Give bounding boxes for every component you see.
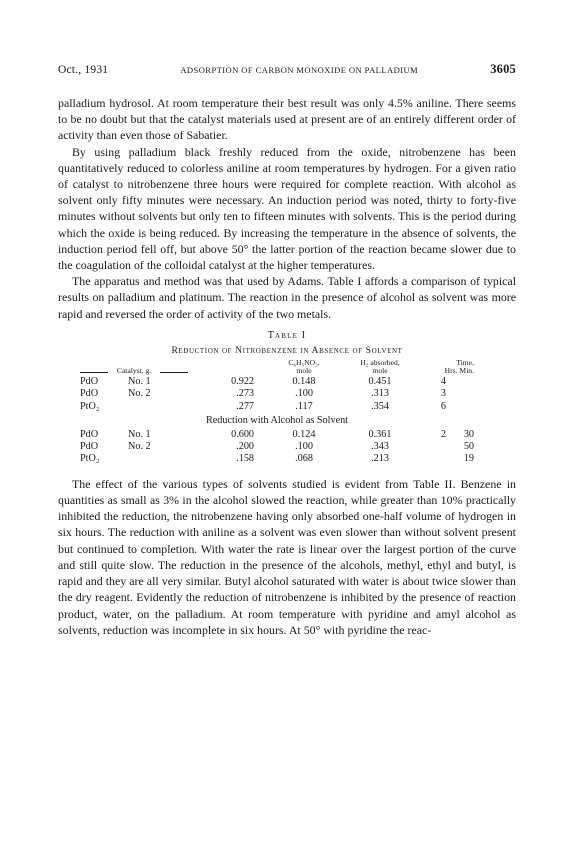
cell-hr: 3: [440, 388, 446, 400]
cell-h2: 0.451: [368, 376, 392, 388]
header-catalyst: Catalyst, g.: [80, 359, 188, 376]
page-number: 3605: [490, 62, 516, 76]
header-time: Time, Hrs. Min.: [444, 357, 474, 376]
cell-hr: 2: [440, 428, 446, 440]
cell-nit: .100: [295, 388, 313, 400]
cell-mn: [446, 376, 474, 388]
cell-nit: .100: [295, 441, 313, 453]
cell-mn: 30: [463, 428, 474, 440]
cell-mn: [446, 388, 474, 400]
paper-page: [58, 62, 516, 638]
table-subcaption: Reduction with Alcohol as Solvent: [205, 415, 349, 427]
cell-hr: 6: [440, 400, 446, 412]
cell-cat: PtO₂: [80, 400, 100, 412]
cell-hr: 4: [440, 376, 446, 388]
header-title: ADSORPTION OF CARBON MONOXIDE ON PALLADIUM: [180, 65, 419, 75]
cell-cat: PdO: [80, 376, 99, 388]
cell-nit: .117: [295, 400, 313, 412]
cell-h2: .213: [371, 453, 389, 465]
cell-no: No. 1: [128, 428, 151, 440]
cell-h2: 0.361: [368, 428, 392, 440]
header-h2-absorbed: H₂ absorbed, mole: [360, 357, 400, 376]
cell-no: No. 1: [128, 376, 151, 388]
cell-nit: 0.148: [292, 376, 316, 388]
table-row: [80, 441, 474, 453]
cell-h2: .313: [371, 388, 389, 400]
table-row: [80, 453, 474, 465]
paragraph-3: The apparatus and method was that used by Adams. Table I affords a comparison of typical results on palladium and platinum. The reaction in the presence of alcohol as solvent was more rapid and reversed the order of activity of the two metals.: [58, 274, 516, 321]
cell-mn: 19: [463, 453, 474, 465]
paragraph-2: By using palladium black freshly reduced from the oxide, nitrobenzene has been quantitatively reduced to colorless aniline at room temperatures by hydrogen. For a given ratio of catalyst to nitrobenzene three hours were required for complete reaction. With alcohol as solvent only fifty minutes were necessary. An induction period was noted, thirty to forty-five minutes without solvents but only ten to fifteen minutes with solvents. This is the period during which the oxide is being reduced. By increasing the temperature in the absence of solvents, the induction period fell off, but above 50° the latter portion of the reaction became slower due to the coagulation of the colloidal catalyst at the higher temperatures.: [58, 144, 516, 273]
cell-no: No. 2: [128, 388, 151, 400]
table-1: [58, 330, 516, 466]
table-number: Table I: [267, 329, 307, 341]
cell-w: .273: [236, 388, 254, 400]
cell-no: [128, 401, 188, 413]
table-header-row: [80, 359, 474, 376]
header-nitrobenzene: C₆H₅NO₂, mole: [288, 357, 320, 376]
table-row: [80, 429, 474, 441]
table-section-2: [80, 429, 474, 466]
cell-cat: PtO₂: [80, 453, 100, 465]
cell-w: 0.600: [231, 428, 254, 440]
cell-no: [128, 453, 188, 465]
running-header: [58, 62, 516, 77]
cell-w: 0.922: [231, 376, 254, 388]
cell-cat: PdO: [80, 441, 99, 453]
header-date: Oct., 1931: [58, 64, 109, 76]
cell-h2: .354: [371, 400, 389, 412]
cell-mn: 50: [463, 441, 474, 453]
table-row: [80, 376, 474, 388]
cell-w: .158: [236, 453, 254, 465]
table-caption: Reduction of Nitrobenzene in Absence of Solvent: [171, 344, 403, 356]
cell-hr: [420, 453, 446, 465]
cell-cat: PdO: [80, 388, 99, 400]
cell-nit: 0.124: [292, 428, 316, 440]
paragraph-4: The effect of the various types of solvents studied is evident from Table II. Benzene in quantities as small as 3% in the alcohol slowed the reaction, while greater than 10% practically inhibited the reduction, the nitrobenzene having only absorbed one-half volume of hydrogen in six hours. The reduction with aniline as a solvent was even slower than without solvent present but continued to completion. With water the rate is linear over the largest portion of the curve and still quite slow. The reduction in the presence of the alcohols, methyl, ethyl and butyl, is rapid and they are all very similar. Butyl alcohol saturated with water is about twice slower than the dry reagent. Evidently the reduction of nitrobenzene is inhibited by the presence of reaction product, water, on the palladium. At room temperature with pyridine and amyl alcohol as solvents, reduction was incomplete in six hours. At 50° with pyridine the reac-: [58, 476, 516, 637]
cell-cat: PdO: [80, 428, 99, 440]
cell-w: .200: [236, 441, 254, 453]
paragraph-1: palladium hydrosol. At room temperature their best result was only 4.5% aniline. There seems to be no doubt but that the catalyst materials used at present are of an entirely different order of activity than even those of Sabatier.: [58, 96, 516, 143]
table-row: [80, 388, 474, 400]
cell-hr: [420, 441, 446, 453]
cell-nit: .068: [295, 453, 313, 465]
cell-no: No. 2: [128, 441, 151, 453]
cell-h2: .343: [371, 441, 389, 453]
cell-w: .277: [236, 400, 254, 412]
data-table: [80, 359, 474, 466]
table-section-1: [80, 376, 474, 413]
cell-mn: [446, 401, 474, 413]
table-row: [80, 401, 474, 413]
